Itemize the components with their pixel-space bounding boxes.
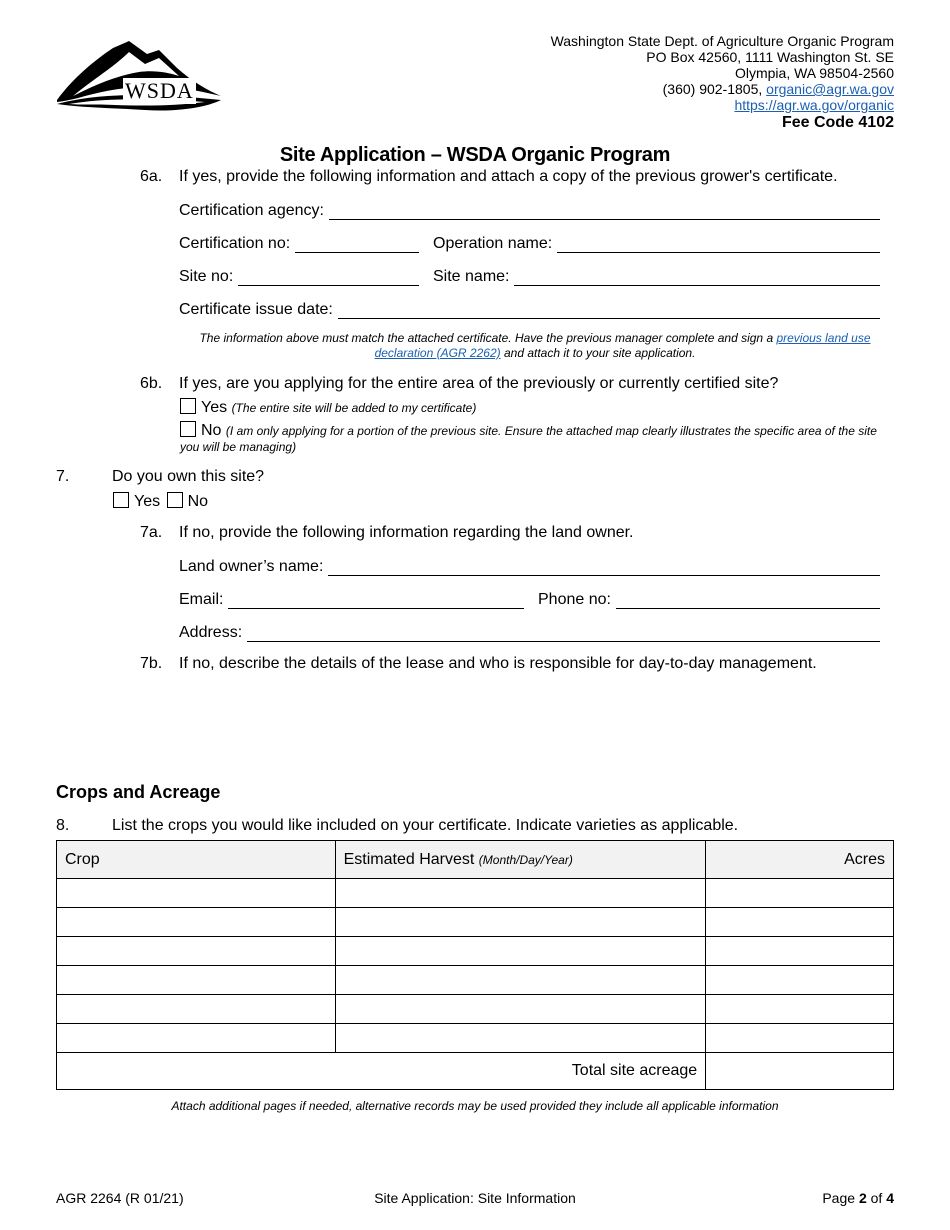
crop-cell[interactable]: [57, 908, 336, 937]
q7-yes-label: Yes: [134, 493, 161, 510]
operation-name-field[interactable]: [557, 234, 880, 253]
website-link[interactable]: https://agr.wa.gov/organic: [734, 97, 894, 113]
page-title: Site Application – WSDA Organic Program: [279, 144, 671, 166]
site-no-row: [179, 267, 419, 286]
q7a-text: If no, provide the following information regarding the land owner.: [179, 524, 634, 541]
q7-no-label: No: [187, 493, 209, 510]
q6b-no-note: (I am only applying for a portion of the previous site. Ensure the attached map clearly illustrates the specific area of the site you will be managing): [180, 424, 877, 454]
page-total: 4: [886, 1190, 894, 1206]
col-acres: Acres: [706, 841, 894, 879]
cert-no-field[interactable]: [295, 234, 419, 253]
lease-details-field[interactable]: [179, 678, 880, 768]
harvest-cell[interactable]: [335, 937, 706, 966]
owner-address-label: Address:: [179, 624, 243, 641]
owner-email-field[interactable]: [228, 590, 524, 609]
acres-cell[interactable]: [706, 879, 894, 908]
owner-address-row: [179, 623, 880, 642]
site-no-label: Site no:: [179, 268, 234, 285]
acres-cell[interactable]: [706, 1024, 894, 1053]
harvest-cell[interactable]: [335, 966, 706, 995]
col-crop: Crop: [57, 841, 336, 879]
owner-phone-label: Phone no:: [538, 591, 611, 608]
site-no-field[interactable]: [238, 267, 419, 286]
footer-form-id: AGR 2264 (R 01/21): [56, 1190, 184, 1206]
q6a-text: If yes, provide the following information and attach a copy of the previous grower's certificate.: [179, 168, 838, 185]
crops-table: [56, 840, 894, 1090]
q7-options: [113, 492, 208, 511]
q6b-yes-label: Yes: [201, 399, 228, 416]
q6b-yes-option: [180, 398, 476, 417]
acres-cell[interactable]: [706, 995, 894, 1024]
address-line-2: Olympia, WA 98504-2560: [734, 65, 894, 81]
site-name-field[interactable]: [514, 267, 880, 286]
crop-cell[interactable]: [57, 1024, 336, 1053]
table-row: [57, 937, 894, 966]
table-row: [57, 879, 894, 908]
previous-land-use-link[interactable]: previous land use declaration (AGR 2262): [374, 331, 871, 360]
org-name: Washington State Dept. of Agriculture Organic Program: [550, 33, 894, 49]
harvest-cell[interactable]: [335, 908, 706, 937]
col-harvest-label: Estimated Harvest: [343, 850, 479, 868]
crops-table-header: [57, 841, 894, 879]
owner-address-field[interactable]: [247, 623, 880, 642]
header-contact: [551, 33, 894, 133]
cert-no-label: Certification no:: [179, 235, 291, 252]
total-label: Total site acreage: [57, 1053, 706, 1090]
logo-text: WSDA: [125, 78, 194, 103]
issue-date-label: Certificate issue date:: [179, 301, 333, 318]
cert-agency-label: Certification agency:: [179, 202, 324, 219]
owner-name-row: [179, 557, 880, 576]
q7b-number: 7b.: [140, 655, 163, 672]
crops-heading: Crops and Acreage: [56, 782, 221, 802]
contact-line: [551, 81, 894, 97]
harvest-cell[interactable]: [335, 879, 706, 908]
website-line: [551, 97, 894, 113]
footer-page: [822, 1190, 894, 1206]
owner-phone-row: [538, 590, 880, 609]
crop-cell[interactable]: [57, 937, 336, 966]
harvest-cell[interactable]: [335, 1024, 706, 1053]
table-row: [57, 966, 894, 995]
q6b-yes-checkbox[interactable]: [180, 398, 196, 414]
table-row: [57, 1024, 894, 1053]
q7a-number: 7a.: [140, 524, 163, 541]
page-prefix: Page: [822, 1190, 859, 1206]
footer-center: Site Application: Site Information: [374, 1190, 576, 1206]
q6b-no-label: No: [201, 422, 222, 439]
crops-footnote: Attach additional pages if needed, alternative records may be used provided they include all applicable information: [171, 1099, 779, 1113]
issue-date-row: [179, 300, 880, 319]
q6b-number: 6b.: [140, 375, 163, 392]
owner-name-field[interactable]: [328, 557, 880, 576]
q8-text: List the crops you would like included on your certificate. Indicate varieties as applicable.: [112, 817, 739, 834]
certificate-note: [180, 331, 890, 361]
crop-cell[interactable]: [57, 966, 336, 995]
acres-cell[interactable]: [706, 937, 894, 966]
owner-email-label: Email:: [179, 591, 224, 608]
total-acreage-cell[interactable]: [706, 1053, 894, 1090]
page-number: 2: [858, 1190, 867, 1206]
table-row: [57, 908, 894, 937]
wsda-logo: [55, 38, 225, 114]
note-text-after: and attach it to your site application.: [500, 346, 696, 360]
q7-text: Do you own this site?: [112, 468, 265, 485]
q6a-number: 6a.: [140, 168, 163, 185]
cert-agency-row: [179, 201, 880, 220]
note-text-before: The information above must match the attached certificate. Have the previous manager complete and sign a: [199, 331, 777, 345]
cert-no-row: [179, 234, 419, 253]
acres-cell[interactable]: [706, 966, 894, 995]
page-mid: of: [866, 1190, 887, 1206]
issue-date-field[interactable]: [338, 300, 880, 319]
operation-name-label: Operation name:: [433, 235, 553, 252]
q8-number: 8.: [56, 817, 70, 834]
harvest-cell[interactable]: [335, 995, 706, 1024]
q7b-text: If no, describe the details of the lease and who is responsible for day-to-day management.: [179, 655, 817, 672]
phone-text: (360) 902-1805,: [662, 81, 767, 97]
email-link[interactable]: organic@agr.wa.gov: [766, 81, 894, 97]
q6b-no-checkbox[interactable]: [180, 421, 196, 437]
col-harvest-note: (Month/Day/Year): [478, 852, 573, 867]
fee-code: Fee Code 4102: [781, 114, 894, 131]
q7-number: 7.: [56, 468, 70, 485]
q7-no-checkbox[interactable]: [167, 492, 183, 508]
owner-name-label: Land owner’s name:: [179, 558, 324, 575]
owner-phone-field[interactable]: [616, 590, 880, 609]
q6b-yes-note: (The entire site will be added to my certificate): [231, 401, 477, 415]
col-harvest: [335, 841, 706, 879]
site-name-label: Site name:: [433, 268, 510, 285]
site-name-row: [433, 267, 880, 286]
table-row: [57, 995, 894, 1024]
address-line-1: PO Box 42560, 1111 Washington St. SE: [646, 49, 894, 65]
cert-agency-field[interactable]: [329, 201, 880, 220]
q6b-no-option: [180, 421, 885, 455]
crop-cell[interactable]: [57, 995, 336, 1024]
owner-email-row: [179, 590, 524, 609]
q6b-text: If yes, are you applying for the entire area of the previously or currently certified site?: [179, 375, 779, 392]
crop-cell[interactable]: [57, 879, 336, 908]
total-row: [57, 1053, 894, 1090]
operation-name-row: [433, 234, 880, 253]
acres-cell[interactable]: [706, 908, 894, 937]
q7-yes-checkbox[interactable]: [113, 492, 129, 508]
